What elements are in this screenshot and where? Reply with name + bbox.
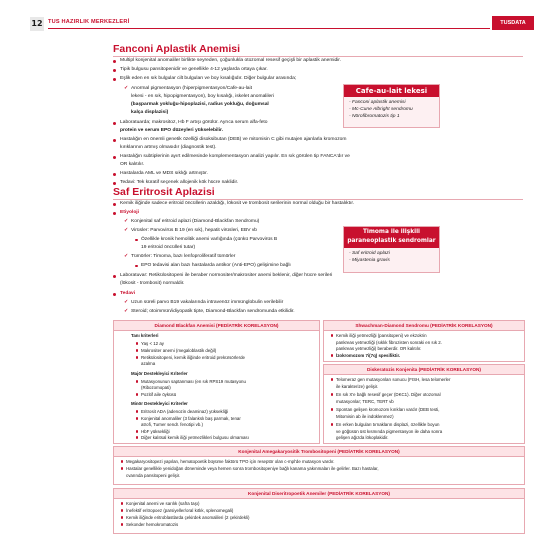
diamond-cell-15: Diğer kalıtsal kemik iliği yetmezlikleri bulgusu olmaması xyxy=(141,435,249,440)
timoma-box-item-1: - Saf eritroid aplazi xyxy=(349,251,390,256)
saf-line-8: EPO tedavisi alan bazı hastalarda antikor (Anti-EPO) gelişimine bağlı xyxy=(141,263,291,268)
shwachman-cell-3: pankreas yetmezliği) beraberdir. OR kalıtılır. xyxy=(336,346,422,351)
saf-title-rule xyxy=(113,199,523,200)
timoma-box xyxy=(343,226,440,273)
fanconi-line-11: kırıklarının artmış olmasıdır (diagnostik test). xyxy=(120,145,217,150)
cafe-box-item-3: - Nörofibromatozis tip 1 xyxy=(349,114,400,120)
disk-cell-4: mutasyonlar; TERC, TERT vb xyxy=(336,399,394,404)
disk-cell-8: ve göğüsün üst kısmında pigmentasyon ile daha sonra xyxy=(336,429,443,434)
tusdata-logo: TUSDATA xyxy=(492,16,534,30)
amegakaryositik-title: Konjenital Amegakaryositik Trombositopeni (PEDİATRİK KORELASYON) xyxy=(114,447,524,457)
timoma-box-title: Timoma ile ilişkili paraneoplastik sendromlar xyxy=(344,227,439,248)
cafe-box-item-2: - Mc-Cune Albright sendromu xyxy=(349,107,413,113)
saf-line-2: Etiyoloji xyxy=(120,210,140,215)
diamond-cell-12: Konjenital anomaliler (3 falankslı baş parmak, tenar xyxy=(141,416,241,421)
dise-cell-4: Sekonder hemokromatozis xyxy=(126,522,179,527)
diamond-blackfan-table xyxy=(113,320,320,444)
diamond-cell-14: HbF yüksekliği xyxy=(141,429,170,434)
diamond-cell-11: Eritrosit ADA (adenozin deaminaz) yüksekliği xyxy=(141,409,229,414)
diamond-cell-4: Retikülositopeni, kemik iliğinde eritroid prekürsörlerde xyxy=(141,355,245,360)
saf-line-1: Kemik iliğinde sadece eritroid öncüllerin azaldığı, lökosit ve trombosit serilerinin normal olduğu bir hastalıktır. xyxy=(120,201,355,206)
timoma-box-item-2: - Miyastenia gravis xyxy=(349,258,390,264)
diamond-cell-10: Minör Destekleyici Kriterler xyxy=(131,401,188,406)
fanconi-line-4: ✓ Anormal pigmentasyon (hiperpigmentasyon/Cafe-au-lait xyxy=(124,86,252,91)
dise-cell-2: İnefektif eritropoez (parsiyeller/oral kıtlık, splenomegali) xyxy=(126,508,234,513)
fanconi-line-6: (başparmak yokluğu-hipoplazisi, radius yokluğu, doğumsal xyxy=(131,102,269,107)
diamond-cell-1: Tanı kriterleri xyxy=(131,333,159,338)
saf-line-11: Tedavi xyxy=(120,291,136,296)
fanconi-line-8: Laboratuarda; makrositoz, Hb F artışı görülür. Ayrıca serum alfa-feto xyxy=(120,120,268,125)
saf-line-13: ✓ Steroid; otoimmün/idiyopatik tipte, Diamond-Blackfan sendromunda etkilidir. xyxy=(124,309,295,314)
amega-cell-2: Hastalar genellikle yenidoğan döneminde veya hemen sonra trombositopeniye bağlı kanama yakınmaları ile gelirler. Bazı hastalar, xyxy=(126,466,379,471)
diamond-blackfan-title: Diamond Blackfan Anemisi (PEDİATRİK KORELASYON) xyxy=(114,321,319,331)
fanconi-line-10: Hastalığın en önemli genetik özelliği disoksibutan (DEB) ve mitomisin C gibi mutajen ajanlarla kromozom xyxy=(120,137,347,142)
fanconi-line-9: protein ve serum EPO düzeyleri yükselebilir. xyxy=(120,128,224,133)
disk-cell-2: ile karakterize) gelişir. xyxy=(336,384,379,389)
disk-cell-9: gelişen ağızda lökoplakidir. xyxy=(336,435,389,440)
saf-line-5: Özellikle kronik hemolitik anemi varlığında (çünkü Parvovirüs B xyxy=(141,237,278,242)
disk-cell-6: Mitomisin ab ile indüklenmez) xyxy=(336,414,394,419)
fanconi-line-14: Hastalarda AML ve MDS sıklığı artmıştır. xyxy=(120,171,208,176)
header-rule xyxy=(48,28,490,29)
amega-cell-3: cvarında pansitopeni gelişir. xyxy=(126,473,181,478)
fanconi-line-1: Multipl konjenital anomaliler birlikte seyreden, çoğunlukla otozomal resesif geçişli bir aplastik anemidir. xyxy=(120,58,341,63)
fanconi-line-2: Tipik bulgusu pansitopenidir ve genellikle 4-12 yaşlarda ortaya çıkar. xyxy=(120,67,268,72)
diamond-cell-7: Mutasyonunun saptanması (en sık RPS19 mutasyonu xyxy=(141,379,246,384)
diamond-cell-5: azalma xyxy=(141,361,156,366)
diskeratozis-table xyxy=(323,364,525,444)
fanconi-line-13: OR kalıtılır. xyxy=(120,162,145,167)
dise-cell-3: Kemik iliğinde eritroblastlarda çekirdek anomalileri (2 çekirdekli) xyxy=(126,515,250,520)
cafe-au-lait-title: Cafe-au-lait lekesi xyxy=(344,85,439,97)
fanconi-title: Fanconi Aplastik Anemisi xyxy=(113,43,240,55)
diseritropoetik-title: Konjenital Diseritropoetik Anemiler (PEDİATRİK KORELASYON) xyxy=(114,489,524,499)
shwachman-cell-4: İzokromozom 7i(7q) spesifiktir. xyxy=(336,353,401,358)
saf-line-9: Laboratuvar: Retikülositopeni ile beraber normositer/makrositer anemi beklenir, diğer hücre serileri xyxy=(120,273,333,278)
amega-cell-1: Megakaryositopezi yapılan, hematopoetik büyüme faktörü TPO için reseptör olan c-mpl'de mutasyon vardır. xyxy=(126,459,335,464)
fanconi-title-rule xyxy=(113,56,523,57)
saf-line-6: 19 eritroid öncülleri tutar) xyxy=(141,245,196,250)
amegakaryositik-table xyxy=(113,446,525,485)
cafe-box-item-1: - Fanconi aplastik anemisi xyxy=(349,100,406,105)
disk-cell-1: Telomeraz gen mutasyonları sonucu (FISH, lesa telomerler xyxy=(336,377,451,382)
saf-line-3: ✓ Konjenital saf eritroid aplazi (Diamond-Blackfan Sendromu) xyxy=(124,219,260,224)
shwachman-title: Shwachman-Diamond Sendromu (PEDİATRİK KORELASYON) xyxy=(324,321,524,331)
saf-line-12: ✓ Uzun süreli parvo B19 vakalarında intravenöz immünglobulin verilebilir xyxy=(124,300,284,305)
fanconi-line-15: Tedavi: Tek küratif seçenek allojenik kök hücre naklidir. xyxy=(120,180,239,185)
fanconi-line-3: Eşlik eden en sık bulgular cilt bulguları ve boy kısalığıdır. Diğer bulgular arasında; xyxy=(120,76,297,81)
diseritropoetik-table xyxy=(113,488,525,534)
shwachman-diamond-table xyxy=(323,320,525,362)
fanconi-line-5: lekesi - en sık, hipopigmentasyon), boy kısalığı, iskelet anomalileri xyxy=(131,94,274,99)
page-number: 12 xyxy=(30,17,44,31)
shwachman-cell-2: pankreas yetmezliği (sıklık fibrozisten sonraki en sık 2. xyxy=(336,340,442,345)
diamond-cell-6: Majör Destekleyici Kriterler xyxy=(131,371,188,376)
header-title: TUS HAZIRLIK MERKEZLERİ xyxy=(48,19,130,25)
shwachman-cell-1: Kemik iliği yetmezliği (pansitopeni) ve ekzokrin xyxy=(336,333,427,338)
diamond-cell-3: Makrositer anemi (megaloblastik değil) xyxy=(141,348,217,353)
disk-cell-3: En sık X'e bağlı resesif geçer (DKC1). Diğer otozomal xyxy=(336,392,441,397)
fanconi-line-7: kalça displazisi) xyxy=(131,110,169,115)
diskeratozis-title: Diskeratozis Konjenita (PEDİATRİK KORELASYON) xyxy=(324,365,524,375)
saf-line-4: ✓ Virüsler: Parvovirüs B 19 (en sık), hepatit virüsleri, EBV vb xyxy=(124,228,258,233)
disk-cell-7: En erken bulguları tırnakların displazi, özellikle boyun xyxy=(336,422,440,427)
diamond-cell-13: atrofi, Turner sendr. fenotipi vb.) xyxy=(141,422,203,427)
saf-line-7: ✓ Tümörler: Timoma, bazı lenfoproliferatif tümörler xyxy=(124,254,236,259)
disk-cell-5: Spontan gelişen kromozom kırıkları vardır (DEB testi, xyxy=(336,407,440,412)
diamond-cell-9: Pozitif aile öyküsü xyxy=(141,392,177,397)
diamond-cell-2: Yaş < 12 ay xyxy=(141,341,164,346)
diamond-cell-8: (Ribozomopati) xyxy=(141,385,171,390)
fanconi-line-12: Hastalığın subtiplerinin ayırt edilmesinde komplementasyon analizi yapılır. En sık görülen tip FANCA'dır ve xyxy=(120,154,350,159)
saf-line-10: (lökosit - trombosit) normaldir. xyxy=(120,281,185,286)
page-header xyxy=(0,17,550,31)
cafe-au-lait-box xyxy=(343,84,440,128)
dise-cell-1: Konjenital anemi ve sarılık (safra taşı) xyxy=(126,501,200,506)
saf-title: Saf Eritrosit Aplazisi xyxy=(113,186,215,198)
